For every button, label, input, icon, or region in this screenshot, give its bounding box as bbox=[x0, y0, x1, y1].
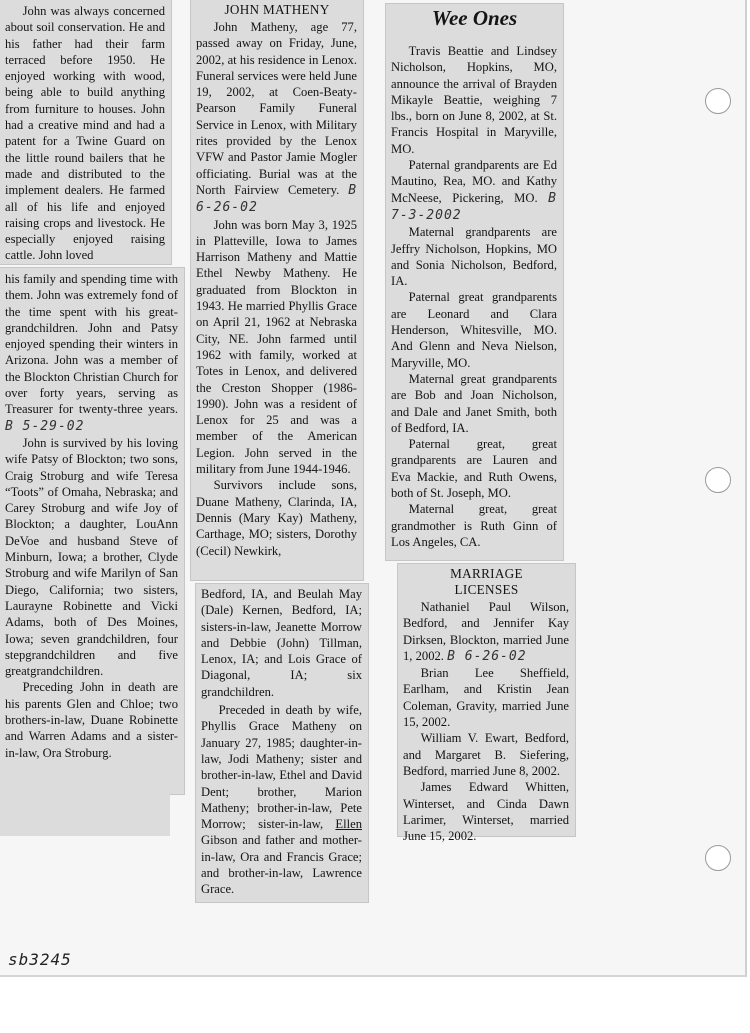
binder-hole-top bbox=[705, 88, 731, 114]
obituary-preceded-paragraph: Preceding John in death are his parents Glen and Chloe; two brothers-in-law, Duane Robinette and Warren Adams and a sister-in-law, Ora Stroburg. bbox=[5, 680, 178, 760]
obituary-survivors-paragraph: John is survived by his loving wife Patsy of Blockton; two sons, Craig Stroburg and wife Teresa “Toots” of Omaha, Nebraska; and Carey Stroburg and wife Joy of Blockton; a daughter, LouAnn DeVoe and husband Steve of Minburn, Iowa; a brother, Clyde Stroburg and wife Marilyn of San Diego, California; two sisters, Laurayne Robinette and Vicki Adams, both of Des Moines, Iowa; seven grandchildren, four stepgrandchildren and five greatgrandchildren. bbox=[5, 435, 178, 679]
maternal-great-great-grandmother-paragraph: Maternal great, great grandmother is Ruth Ginn of Los Angeles, CA. bbox=[391, 502, 557, 549]
clipping-john-matheny-lower bbox=[196, 584, 368, 902]
clipping-john-matheny-upper bbox=[191, 0, 363, 580]
marriage-license-entry: Brian Lee Sheffield, Earlham, and Kristin Jean Coleman, Gravity, married June 15, 2002. bbox=[403, 666, 569, 730]
paternal-great-great-grandparents-paragraph: Paternal great, great grandparents are Lauren and Eva Mackie, and Ruth Owens, both of St. Joseph, MO. bbox=[391, 437, 557, 501]
maternal-grandparents-paragraph: Maternal grandparents are Jeffry Nicholson, Hopkins, MO and Sonia Nicholson, Bedford, IA. bbox=[391, 225, 557, 289]
obituary-text-part-b-body: his family and spending time with them. John was extremely fond of the time spent with his great-grandchildren. John and Patsy enjoyed spending their winters in Arizona. John was a member of the Blockton Christian Church for over forty years, serving as Treasurer for twenty-three years. bbox=[5, 272, 178, 417]
clipping-marriage-licenses bbox=[398, 564, 575, 844]
clipping-obituary-continued-top bbox=[0, 0, 171, 264]
handwritten-date-note: B 6-26-02 bbox=[447, 648, 527, 664]
clipping-wee-ones bbox=[386, 4, 563, 560]
obituary-preceded-underlined-name: Ellen bbox=[335, 817, 362, 832]
marriage-license-entry: William V. Ewart, Bedford, and Margaret B. Siefering, Bedford, married June 8, 2002. bbox=[403, 731, 569, 778]
paternal-grandparents-text: Paternal grandparents are Ed Mautino, Rea, MO. and Kathy McNeese, Pickering, MO. bbox=[391, 158, 557, 205]
obituary-preceded-text: Preceded in death by wife, Phyllis Grace Matheny on January 27, 1985; daughter-in-law, Jodi Matheny; sister and brother-in-law, Ethel and David Dent; brother, Marion Matheny; brother-in-law, Pete Morrow; sister-in-law, bbox=[201, 703, 362, 832]
handwritten-date-note: B 6-26-02 bbox=[196, 182, 358, 216]
obituary-intro-text: John Matheny, age 77, passed away on Friday, June, 2002, at his residence in Lenox. Funeral services were held June 19, 2002, at Coen-Beaty-Pearson Family Funeral Service in Lenox, with Military rites provided by the Lenox VFW and Pastor Jamie Mogler officiating. Burial was at the North Fairview Cemetery. bbox=[196, 20, 357, 197]
marriage-licenses-title-line-2: LICENSES bbox=[454, 582, 519, 597]
marriage-license-entry-text: Nathaniel Paul Wilson, Bedford, and Jennifer Kay Dirksen, Blockton, married June 1, 2002. bbox=[403, 600, 569, 663]
clipping-obituary-tail bbox=[0, 794, 170, 836]
obituary-preceded-text-end: Gibson and father and mother-in-law, Ora and Francis Grace; and brother-in-law, Lawrence Grace. bbox=[201, 833, 362, 897]
obituary-survivors-continued: Bedford, IA, and Beulah May (Dale) Kernen, Bedford, IA; sisters-in-law, Jeanette Morrow and Debbie (John) Tillman, Lenox, IA; and Lois Grace of Diagonal, IA; six grandchildren. bbox=[201, 587, 362, 699]
obituary-biography-paragraph: John was born May 3, 1925 in Platteville, Iowa to James Harrison Matheny and Mattie Ethel Newby Matheny. He graduated from Blockton in 1943. He married Phyllis Grace on April 21, 1962 at Nebraska City, NE. John farmed until 1962 with family, worked at Totes in Lenox, and delivered the Creston Shopper (1986-1990). John was a resident of Lenox for 25 and was a member of the American Legion. John served in the military from June 1944-1946. bbox=[196, 217, 357, 477]
obituary-title: JOHN MATHENY bbox=[224, 2, 330, 17]
binder-hole-bottom bbox=[705, 845, 731, 871]
obituary-survivors-paragraph: Survivors include sons, Duane Matheny, Clarinda, IA, Dennis (Mary Kay) Matheny, Carthage, MO; sisters, Dorothy (Cecil) Newkirk, bbox=[196, 478, 357, 558]
birth-announcement-paragraph: Travis Beattie and Lindsey Nicholson, Hopkins, MO, announce the arrival of Brayden Mikayle Beattie, weighing 7 lbs., born on June 8, 2002, at St. Francis Hospital in Maryville, MO. bbox=[391, 44, 557, 156]
paternal-great-grandparents-paragraph: Paternal great grandparents are Leonard and Clara Henderson, Whitesville, MO. And Glenn and Neva Nielson, Maryville, MO. bbox=[391, 290, 557, 370]
birth-announcements-title: Wee Ones bbox=[431, 6, 518, 30]
obituary-text-part-b bbox=[0, 268, 184, 435]
handwritten-date-note: B 5-29-02 bbox=[5, 418, 85, 434]
maternal-great-grandparents-paragraph: Maternal great grandparents are Bob and Joan Nicholson, and Dale and Janet Smith, both of Bedford, IA. bbox=[391, 371, 557, 435]
clipping-obituary-continued-bottom bbox=[0, 268, 184, 794]
marriage-license-entry bbox=[398, 599, 575, 665]
handwritten-catalog-number: sb3245 bbox=[8, 950, 72, 969]
binder-hole-middle bbox=[705, 467, 731, 493]
handwritten-date-note: B 7-3-2002 bbox=[391, 190, 557, 223]
marriage-licenses-title-line-1: MARRIAGE bbox=[450, 566, 523, 581]
obituary-text-part-a: John was always concerned about soil conservation. He and his father had their farm terraced before 1950. He enjoyed working with wood, being able to build anything from furniture to houses. John had a creative mind and had a patent for a Twine Guard on the little round bailers that he made and distributed to the implement dealers. He farmed all of his life and enjoyed raising crops and livestock. He especially enjoyed raising cattle. John loved bbox=[5, 4, 165, 263]
marriage-license-entry: James Edward Whitten, Winterset, and Cinda Dawn Larimer, Winterset, married June 15, 2002. bbox=[403, 780, 569, 844]
paternal-grandparents-paragraph bbox=[386, 157, 563, 224]
obituary-intro-paragraph bbox=[191, 19, 363, 217]
obituary-preceded-paragraph bbox=[196, 702, 368, 898]
show-through-text-a bbox=[382, 16, 385, 28]
